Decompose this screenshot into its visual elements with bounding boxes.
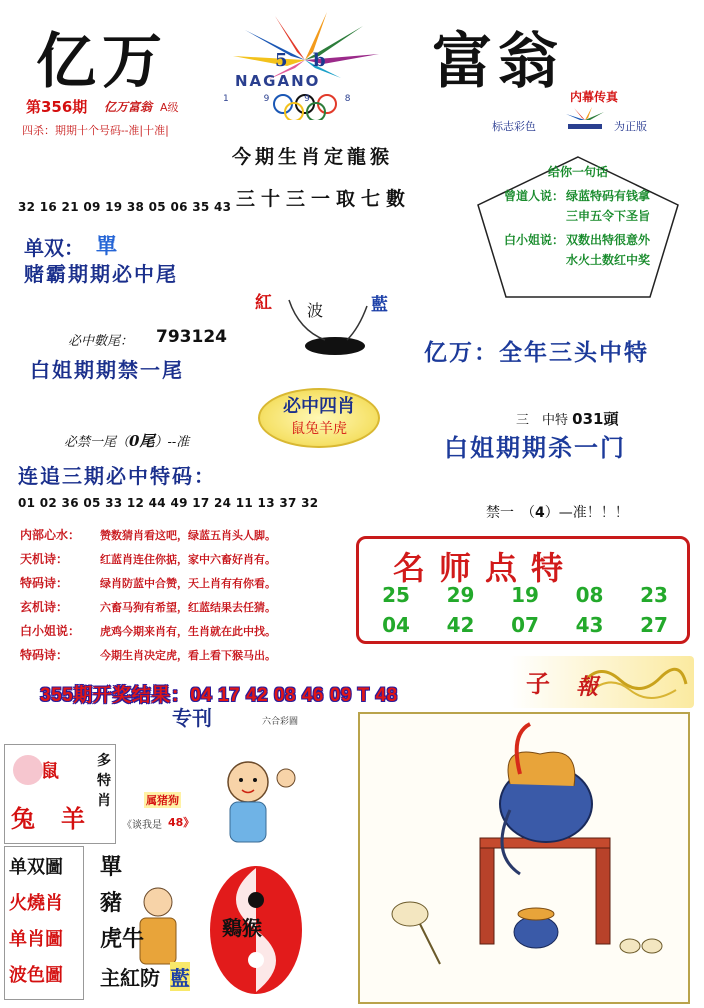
headline-line2: 三十三一取七數 (236, 188, 412, 210)
logo-word: NAGANO (235, 72, 321, 90)
bottom-dan: 單 (100, 854, 123, 880)
badge-sub: 《谈我是 (122, 820, 162, 831)
master-number: 19 (511, 583, 539, 607)
ji-hou: 鷄猴 (222, 916, 262, 940)
pentagon-line4: 水火土数红中奖 (566, 253, 651, 267)
master-number: 25 (382, 583, 410, 607)
pentagon-title: 给你一句话 (548, 165, 609, 179)
ban-one-suffix: ）—准！！！ (544, 505, 629, 521)
poem-label: 内部心水： (20, 528, 81, 542)
must-tail-label: 必中數尾： (68, 334, 134, 349)
zodiac-panel (4, 744, 116, 844)
master-number: 08 (575, 583, 604, 607)
tagline: 四杀：期期十个号码--准|十准| (22, 124, 169, 137)
master-title: 名师点特 (393, 549, 578, 587)
danshuang-value: 單 (96, 233, 117, 258)
ban-one-value: 4 (535, 505, 545, 521)
cartoon-kid-icon (196, 748, 306, 858)
zodiac-shu: 鼠 (41, 761, 59, 782)
chart-list-item: 波色圖 (9, 965, 63, 986)
svg-text:5: 5 (275, 50, 288, 71)
small-nagano-icon (560, 106, 610, 136)
rooster-picture (358, 712, 690, 1004)
results-line: 355期开奖结果：04 17 42 08 46 09 T 48 (40, 685, 398, 706)
pentagon-line1: 绿蓝特码有钱拿 (566, 189, 651, 203)
bottom-hu-niu: 虎牛 (100, 926, 145, 952)
poem-text: 虎鸡今期来肖有，生肖就在此中找。 (100, 625, 276, 638)
poem-row (20, 644, 276, 663)
master-row-2 (365, 613, 685, 637)
zi-bao-banner (510, 656, 694, 708)
bottom-zhu-hong-fang: 主紅防 (100, 966, 160, 990)
title-left: 亿万 (36, 27, 168, 97)
poem-text: 六畜马狗有希望，红蓝结果去任猜。 (100, 601, 276, 614)
numbers-mid: 01 02 36 05 33 12 44 49 17 24 11 13 37 32 (18, 496, 319, 510)
cake-icon (13, 755, 43, 785)
bottom-lan: 藍 (170, 962, 190, 991)
master-number: 43 (575, 613, 604, 637)
poem-label: 白小姐说： (20, 624, 81, 638)
badge-label: 属猪狗 (146, 794, 179, 807)
nagano-logo (215, 8, 395, 128)
three-special-value: 031頭 (572, 410, 619, 428)
ban-one (486, 502, 629, 522)
pentagon-box (476, 155, 681, 300)
master-box (356, 536, 690, 644)
poem-row (20, 620, 276, 639)
poem-list (20, 524, 360, 674)
ban-one-prefix: 禁一 （ (486, 505, 535, 521)
master-number: 07 (511, 613, 539, 637)
logo-year: 1 9 9 8 (223, 94, 367, 104)
pentagon-line3: 双数出特很意外 (566, 233, 651, 247)
title-right: 富翁 (432, 27, 564, 97)
rooster-icon (360, 714, 688, 1002)
zi-label: 子 (526, 669, 550, 698)
poem-text: 赞数猜肖看这吧，绿蓝五肖头人脚。 (100, 529, 276, 542)
master-row-1 (365, 583, 685, 607)
poem-row (20, 572, 276, 591)
zodiac-yang: 羊 (61, 804, 85, 833)
poem-label: 特码诗： (20, 648, 69, 662)
badge (118, 792, 198, 832)
four-zodiac-value: 鼠兔羊虎 (291, 421, 347, 437)
neimu-left: 标志彩色 (492, 120, 536, 133)
neimu-title: 内幕传真 (570, 90, 619, 104)
ban-tail-suffix: ）--准 (154, 435, 190, 450)
headline-line1: 今期生肖定龍猴 (232, 146, 394, 168)
special-banner (150, 700, 350, 730)
bottom-zhu: 豬 (100, 890, 123, 916)
poem-text: 绿肖防蓝中合赞，天上肖有有你看。 (100, 577, 276, 590)
master-number: 42 (446, 613, 475, 637)
chart-list-item: 单肖圖 (9, 929, 63, 950)
three-special-prefix: 三 中特 (516, 413, 569, 428)
master-number: 29 (446, 583, 475, 607)
svg-text:b: b (313, 50, 326, 71)
poem-row (20, 524, 276, 543)
four-zodiac-title: 必中四肖 (283, 396, 355, 417)
poem-label: 天机诗： (20, 552, 69, 566)
poem-label: 特码诗： (20, 576, 69, 590)
pentagon-line3-label: 白小姐说： (504, 233, 565, 247)
poem-text: 今期生肖决定虎，看上看下猴马出。 (100, 649, 276, 662)
pentagon-line1-label: 曾道人说： (504, 189, 565, 203)
special-banner-title: 专刊 (172, 706, 212, 730)
poem-text: 红蓝肖连住你掂，家中六畜好肖有。 (100, 553, 276, 566)
three-special (516, 408, 618, 429)
badge-num: 48》 (168, 816, 195, 829)
chart-list-item: 火燒肖 (9, 893, 63, 914)
poem-row (20, 548, 276, 567)
special-banner-sub: 六合彩圖 (262, 717, 299, 727)
pentagon-line2: 三申五令下圣旨 (566, 209, 651, 223)
bao-label: 報 (576, 674, 599, 700)
neimu-right: 为正版 (614, 120, 647, 133)
master-number: 27 (640, 613, 668, 637)
three-periods: 连追三期必中特码： (18, 464, 216, 488)
master-number: 23 (640, 583, 668, 607)
wave-graphic (255, 280, 405, 360)
kill-door: 白姐期期杀一门 (444, 433, 626, 462)
master-number: 04 (382, 613, 410, 637)
ban-tail-prefix: 必禁一尾（ (64, 435, 130, 450)
numbers-top: 32 16 21 09 19 38 05 06 35 43 (18, 200, 232, 214)
issue-number: 第356期 (26, 98, 88, 116)
tail-line: 赌霸期期必中尾 (24, 262, 178, 286)
poem-row (20, 596, 276, 615)
must-tail-value: 793124 (156, 327, 227, 347)
danshuang-label: 单双： (24, 236, 84, 260)
chart-list-panel (4, 846, 84, 1000)
issue-grade: A级 (160, 101, 179, 114)
issue-brand: 亿万富翁 (104, 100, 153, 114)
ban-tail (64, 430, 189, 451)
wave-red: 紅 (255, 293, 272, 313)
white-sister-tail: 白姐期期禁一尾 (30, 358, 184, 382)
yiwan-line: 亿万：全年三头中特 (424, 339, 649, 366)
wave-wave: 波 (307, 301, 324, 320)
ban-tail-value: 0尾 (129, 432, 155, 450)
zodiac-side: 多特肖 (97, 753, 111, 809)
chart-list-item: 单双圖 (9, 857, 63, 878)
poem-label: 玄机诗： (20, 600, 69, 614)
wave-blue: 藍 (371, 295, 388, 315)
zodiac-tu: 兔 (11, 804, 35, 833)
